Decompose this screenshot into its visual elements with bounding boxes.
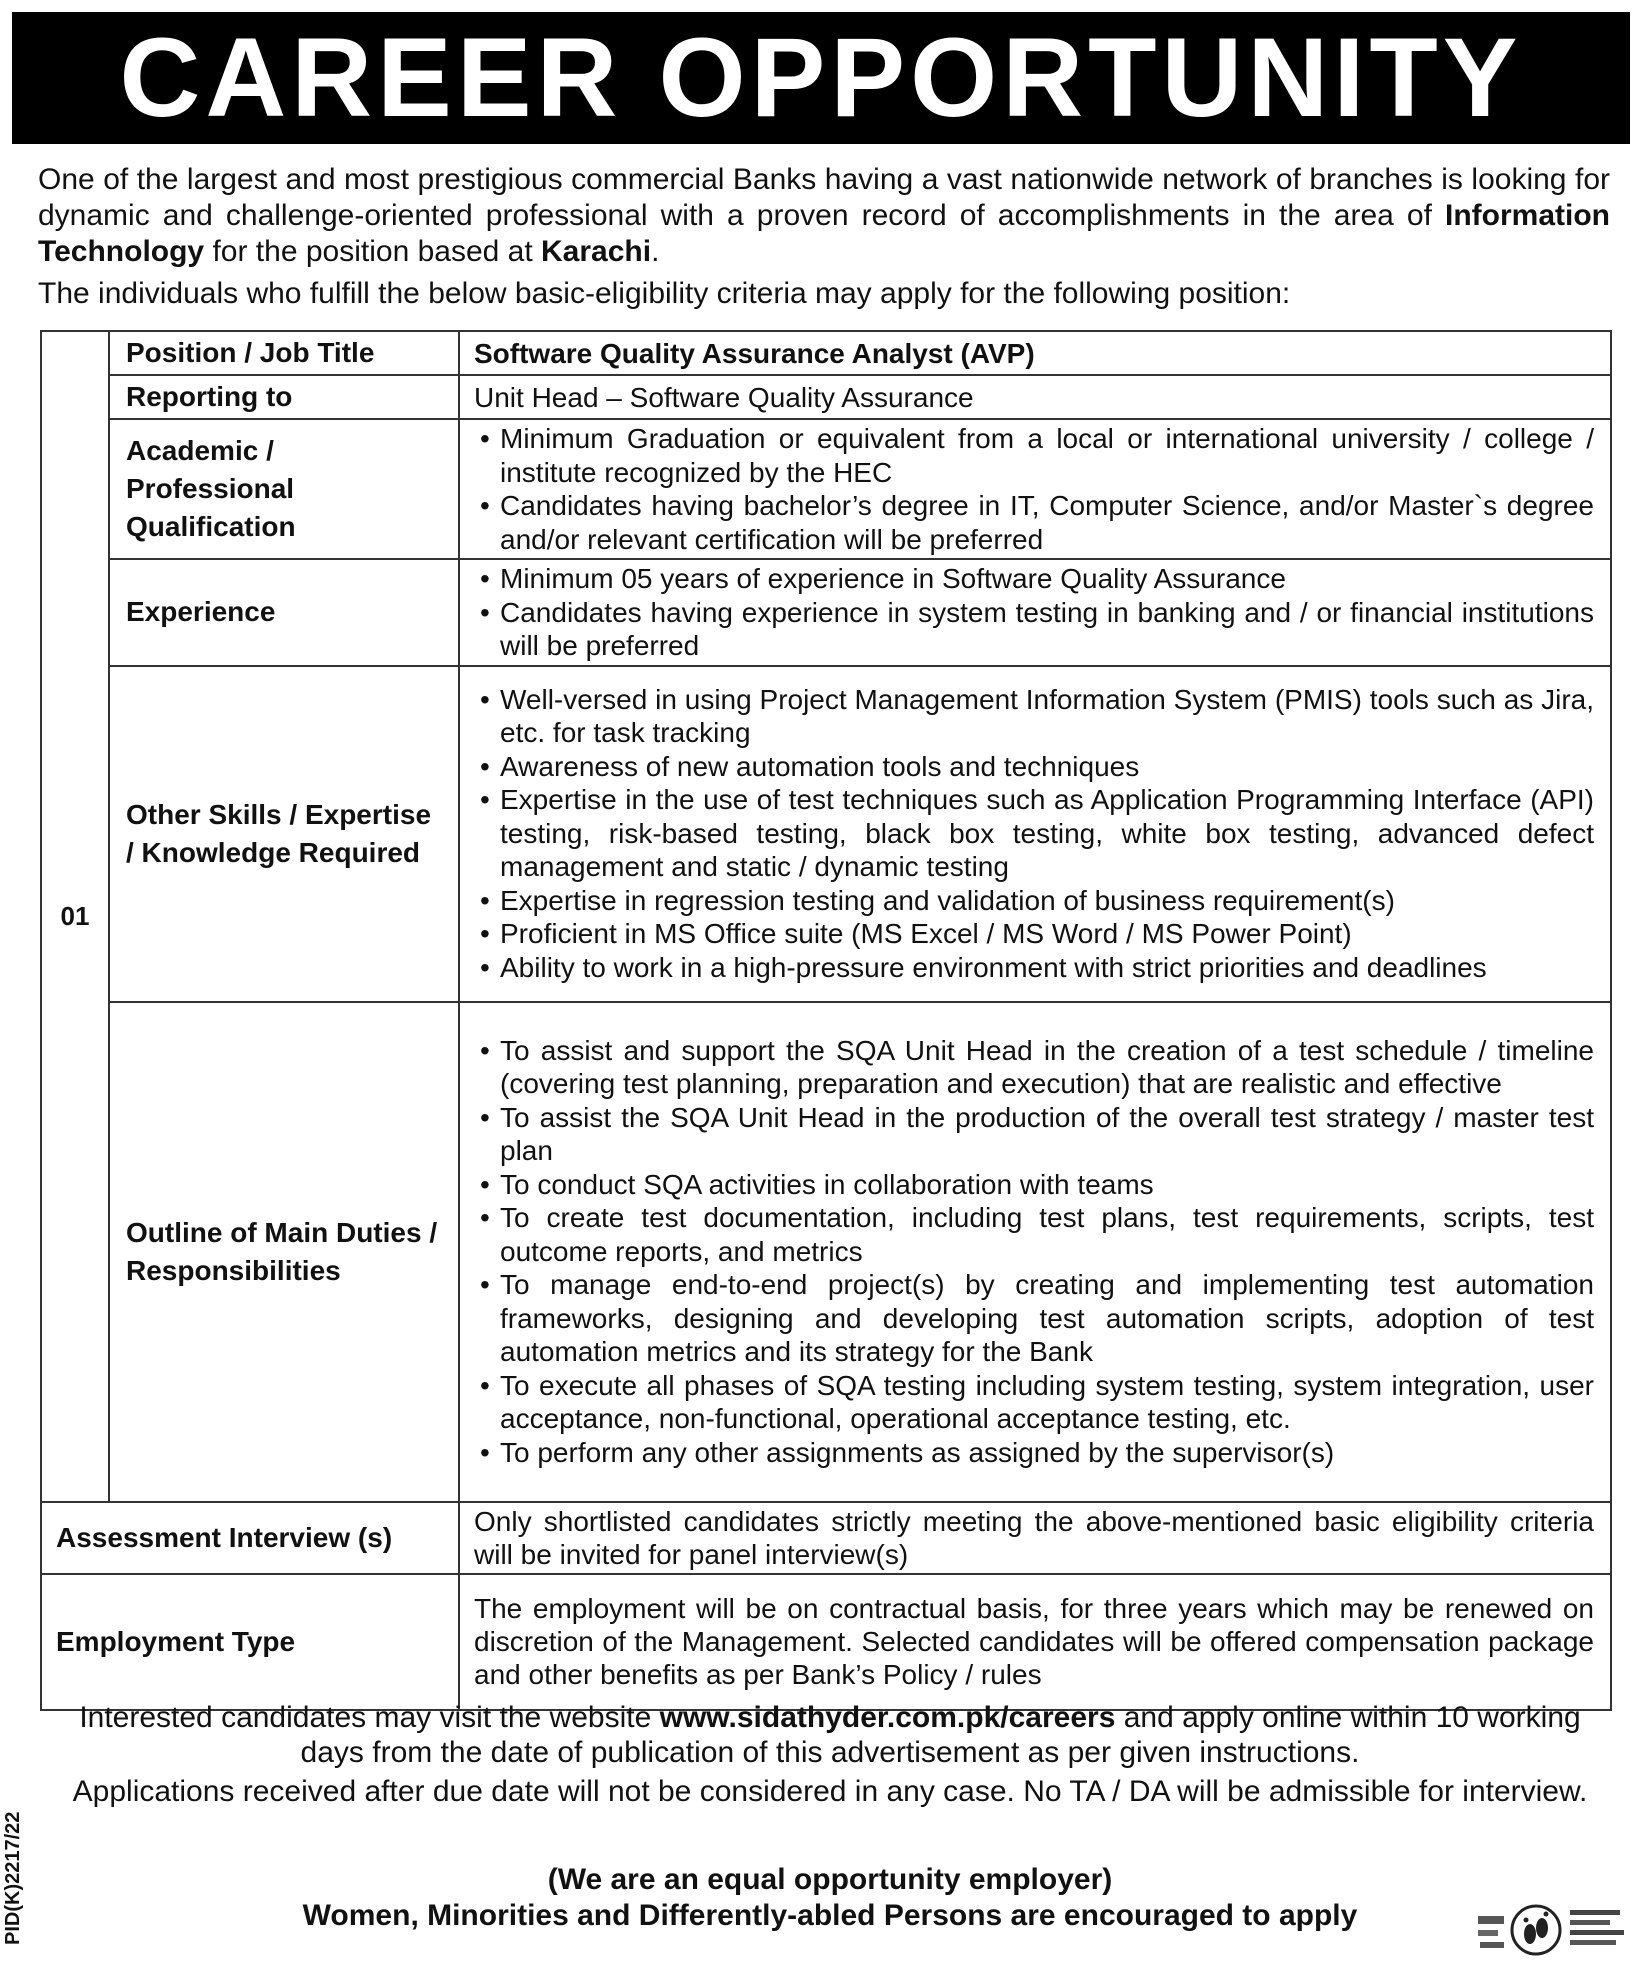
apply-text-b: and apply online within 10 working days from the date of publication of this advertisement as per given instructions. bbox=[300, 1701, 1581, 1769]
bullet-item: • Minimum 05 years of experience in Software Quality Assurance bbox=[474, 562, 1594, 596]
skills-value bbox=[459, 666, 1611, 1002]
bullet-item: • Awareness of new automation tools and techniques bbox=[474, 750, 1594, 784]
bullet-item: • To manage end-to-end project(s) by creating and implementing test automation frameworks, designing and developing test automation scripts, adoption of test automation metrics and its strategy for the Bank bbox=[474, 1268, 1594, 1369]
bullet-item: • Candidates having bachelor’s degree in IT, Computer Science, and/or Master`s degree and/or relevant certification will be preferred bbox=[474, 489, 1594, 556]
qualification-value bbox=[459, 419, 1611, 559]
pid-code: PID(K)2217/22 bbox=[2, 1811, 24, 1945]
row-employment bbox=[41, 1574, 1611, 1710]
intro-text-c: for the position based at bbox=[204, 235, 542, 268]
intro-text-a: One of the largest and most prestigious commercial Banks having a vast nationwide network of branches is looking for dynamic and challenge-oriented professional with a proven record of accomplishments in the area of bbox=[38, 163, 1610, 232]
bullet-item: • Expertise in regression testing and validation of business requirement(s) bbox=[474, 884, 1594, 918]
bullet-item: • Candidates having experience in system testing in banking and / or financial institutions will be preferred bbox=[474, 596, 1594, 663]
reporting-value: Unit Head – Software Quality Assurance bbox=[459, 375, 1611, 419]
application-instructions bbox=[60, 1700, 1600, 1809]
experience-value bbox=[459, 559, 1611, 666]
accessibility-logos bbox=[1474, 1898, 1634, 1960]
equal-opportunity-statement: (We are an equal opportunity employer) bbox=[547, 1863, 1113, 1896]
assessment-value: Only shortlisted candidates strictly meeting the above-mentioned basic eligibility criteria will be invited for panel interview(s) bbox=[459, 1502, 1611, 1574]
duties-list bbox=[474, 1034, 1594, 1470]
intro-paragraph bbox=[38, 162, 1610, 270]
right-logo-text-icon bbox=[1570, 1910, 1624, 1945]
apply-online-text bbox=[60, 1700, 1600, 1770]
bullet-item: • Expertise in the use of test techniques such as Application Programming Interface (API) testing, risk-based testing, black box testing, white box testing, advanced defect management and static / dynamic testing bbox=[474, 783, 1594, 884]
job-details-table bbox=[40, 330, 1612, 1711]
bullet-item: • To perform any other assignments as assigned by the supervisor(s) bbox=[474, 1436, 1594, 1470]
bullet-item: • To create test documentation, including test plans, test requirements, scripts, test outcome reports, and metrics bbox=[474, 1201, 1594, 1268]
employment-value: The employment will be on contractual basis, for three years which may be renewed on discretion of the Management. Selected candidates will be offered compensation package and other benefits as per Bank’s Policy / rules bbox=[459, 1574, 1611, 1710]
bullet-item: • Ability to work in a high-pressure environment with strict priorities and deadlines bbox=[474, 951, 1594, 985]
row-reporting bbox=[41, 375, 1611, 419]
late-applications-note: Applications received after due date will not be considered in any case. No TA / DA will be admissible for interview. bbox=[72, 1775, 1588, 1808]
skills-label: Other Skills / Expertise / Knowledge Required bbox=[109, 666, 459, 1002]
row-qualification bbox=[41, 419, 1611, 559]
intro-period: . bbox=[651, 235, 660, 268]
banner-title: CAREER OPPORTUNITY bbox=[12, 12, 1630, 144]
skills-list bbox=[474, 683, 1594, 985]
bullet-item: • To execute all phases of SQA testing including system testing, system integration, user acceptance, non-functional, operational acceptance testing, etc. bbox=[474, 1369, 1594, 1436]
qualification-list bbox=[474, 422, 1594, 556]
footprint-logo-icon bbox=[1512, 1906, 1560, 1954]
diversity-statement: Women, Minorities and Differently-abled Persons are encouraged to apply bbox=[302, 1899, 1358, 1932]
position-number: 01 bbox=[41, 331, 109, 1502]
qualification-label: Academic / Professional Qualification bbox=[109, 419, 459, 559]
intro-text bbox=[38, 162, 1610, 312]
position-label: Position / Job Title bbox=[109, 331, 459, 375]
intro-city: Karachi bbox=[541, 235, 652, 268]
eligibility-note: The individuals who fulfill the below basic-eligibility criteria may apply for the following position: bbox=[38, 277, 1291, 310]
duties-value bbox=[459, 1002, 1611, 1502]
row-experience bbox=[41, 559, 1611, 666]
left-logo-icon bbox=[1478, 1916, 1504, 1948]
careers-website-link[interactable]: www.sidathyder.com.pk/careers bbox=[659, 1701, 1116, 1734]
bullet-item: • Proficient in MS Office suite (MS Excel / MS Word / MS Power Point) bbox=[474, 917, 1594, 951]
bullet-item: • To assist and support the SQA Unit Head in the creation of a test schedule / timeline (covering test planning, preparation and execution) that are realistic and effective bbox=[474, 1034, 1594, 1101]
experience-list bbox=[474, 562, 1594, 663]
position-value: Software Quality Assurance Analyst (AVP) bbox=[459, 331, 1611, 375]
row-skills bbox=[41, 666, 1611, 1002]
apply-text-a: Interested candidates may visit the website bbox=[79, 1701, 660, 1734]
bullet-item: • To conduct SQA activities in collaboration with teams bbox=[474, 1168, 1594, 1202]
duties-label: Outline of Main Duties / Responsibilities bbox=[109, 1002, 459, 1502]
bullet-item: • To assist the SQA Unit Head in the production of the overall test strategy / master test plan bbox=[474, 1101, 1594, 1168]
bullet-item: • Well-versed in using Project Management Information System (PMIS) tools such as Jira, etc. for task tracking bbox=[474, 683, 1594, 750]
intro-field: Information Technology bbox=[38, 199, 1610, 268]
row-assessment bbox=[41, 1502, 1611, 1574]
row-duties bbox=[41, 1002, 1611, 1502]
equal-opportunity-block bbox=[60, 1862, 1600, 1934]
reporting-label: Reporting to bbox=[109, 375, 459, 419]
experience-label: Experience bbox=[109, 559, 459, 666]
employment-label: Employment Type bbox=[41, 1574, 459, 1710]
bullet-item: • Minimum Graduation or equivalent from a local or international university / college / institute recognized by the HEC bbox=[474, 422, 1594, 489]
row-position bbox=[41, 331, 1611, 375]
assessment-label: Assessment Interview (s) bbox=[41, 1502, 459, 1574]
